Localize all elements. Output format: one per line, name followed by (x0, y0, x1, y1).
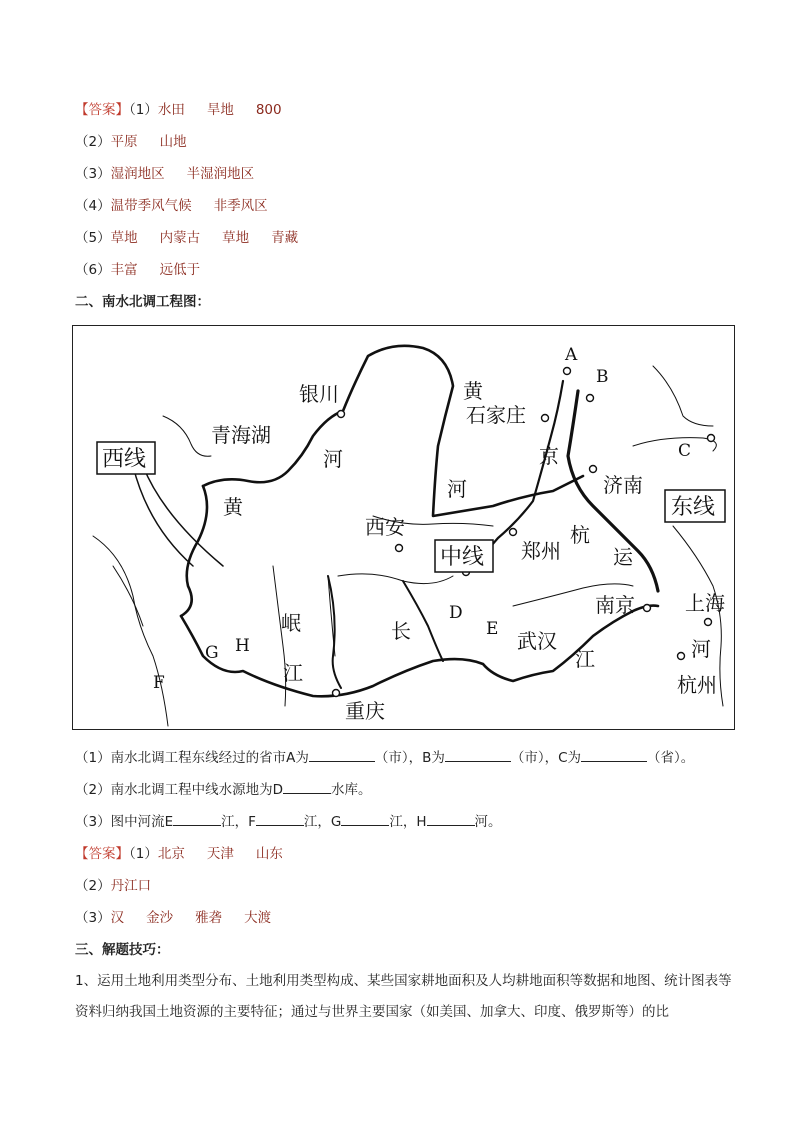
answer-blank (173, 813, 221, 826)
city-marker (678, 653, 685, 660)
city-marker (564, 368, 571, 375)
label-he-1: 河 (323, 447, 343, 471)
label-jiang-2: 江 (575, 647, 595, 671)
letter-b: B (596, 367, 609, 387)
section-3-title: 三、解题技巧： (75, 942, 170, 958)
city-marker (396, 545, 403, 552)
letter-e: E (486, 619, 499, 639)
city-marker (705, 619, 712, 626)
letter-a: A (565, 345, 578, 365)
answer-line-1: 【答案】（1）水田 旱地 800 (75, 102, 282, 118)
question-2: （2）南水北调工程中线水源地为D 水库。 (75, 782, 372, 798)
answer-tag: 【答案】 (75, 102, 129, 118)
city-marker (590, 466, 597, 473)
coast-line (633, 438, 716, 451)
label-huang-1: 黄 (223, 495, 243, 519)
label-he-2: 河 (447, 477, 467, 501)
answer-line-6: （6）丰富 远低于 (75, 262, 201, 278)
city-marker (644, 605, 651, 612)
river-line (163, 416, 211, 456)
letter-h: H (235, 636, 250, 656)
answer-line-4: （4）温带季风气候 非季风区 (75, 198, 268, 214)
river-line (338, 574, 453, 584)
answer-blank (581, 749, 647, 762)
label-hangzhou: 杭州 (677, 673, 717, 697)
label-shanghai: 上海 (685, 591, 725, 615)
answer-blank (256, 813, 304, 826)
city-marker (510, 529, 517, 536)
label-yinchuan: 银川 (299, 382, 339, 406)
answer-blank (427, 813, 475, 826)
west-route-pointer (133, 466, 193, 566)
label-hang: 杭 (570, 523, 590, 547)
answer2-line-1: 【答案】（1）北京 天津 山东 (75, 846, 283, 862)
city-marker (338, 411, 345, 418)
answer-blank (309, 749, 375, 762)
answer2-line-2: （2）丹江口 (75, 878, 152, 894)
label-nanjing: 南京 (595, 593, 635, 617)
label-chongqing: 重庆 (345, 699, 385, 723)
letter-f: F (153, 673, 165, 693)
city-marker (333, 690, 340, 697)
label-xixian: 西线 (102, 447, 147, 472)
question-3: （3）图中河流E 江，F 江，G 江，H 河。 (75, 814, 502, 830)
yellow-river-upper (181, 486, 207, 616)
city-marker (708, 435, 715, 442)
city-marker (542, 415, 549, 422)
label-chang: 长 (391, 619, 411, 643)
coast-line (653, 366, 713, 426)
answer-blank (445, 749, 511, 762)
map-drawing (73, 326, 733, 728)
label-shijiazhuang: 石家庄 (466, 403, 526, 427)
label-jiang-1: 江 (283, 661, 303, 685)
label-xian: 西安 (365, 515, 405, 539)
label-jinan: 济南 (603, 473, 643, 497)
answer-line-2: （2）平原 山地 (75, 134, 187, 150)
river-line (113, 566, 143, 626)
river-line (328, 576, 341, 688)
answer2-line-3: （3）汉 金沙 雅砻 大渡 (75, 910, 272, 926)
west-route-pointer (143, 466, 223, 566)
label-zhongxian: 中线 (440, 545, 485, 570)
label-zhengzhou: 郑州 (521, 539, 561, 563)
label-jing: 京 (539, 444, 559, 468)
section-2-title: 二、南水北调工程图： (75, 294, 210, 310)
letter-d: D (449, 603, 463, 623)
label-wuhan: 武汉 (517, 629, 557, 653)
answer-tag: 【答案】 (75, 846, 129, 862)
label-min: 岷 (281, 611, 301, 635)
answer-blank (341, 813, 389, 826)
answer-blank (283, 781, 331, 794)
letter-g: G (205, 643, 219, 663)
question-1: （1）南水北调工程东线经过的省市A为 （市），B为 （市），C为 （省）。 (75, 750, 695, 766)
south-north-water-diversion-map (72, 325, 735, 730)
city-marker (587, 395, 594, 402)
label-dongxian: 东线 (671, 495, 716, 520)
label-he-3: 河 (691, 637, 711, 661)
label-yun: 运 (613, 545, 633, 569)
label-qinghaihu: 青海湖 (211, 423, 271, 447)
label-huang-2: 黄 (463, 379, 483, 403)
letter-c: C (678, 441, 692, 461)
answer-line-3: （3）湿润地区 半湿润地区 (75, 166, 255, 182)
tip-paragraph-1: 1、运用土地利用类型分布、土地利用类型构成、某些国家耕地面积及人均耕地面积等数据和地图、统计图表等资料归纳我国土地资源的主要特征；通过与世界主要国家（如美国、加拿大、印度、俄罗斯等）的比 (75, 973, 732, 1020)
river-line (93, 536, 168, 726)
answer-line-5: （5）草地 内蒙古 草地 青藏 (75, 230, 299, 246)
